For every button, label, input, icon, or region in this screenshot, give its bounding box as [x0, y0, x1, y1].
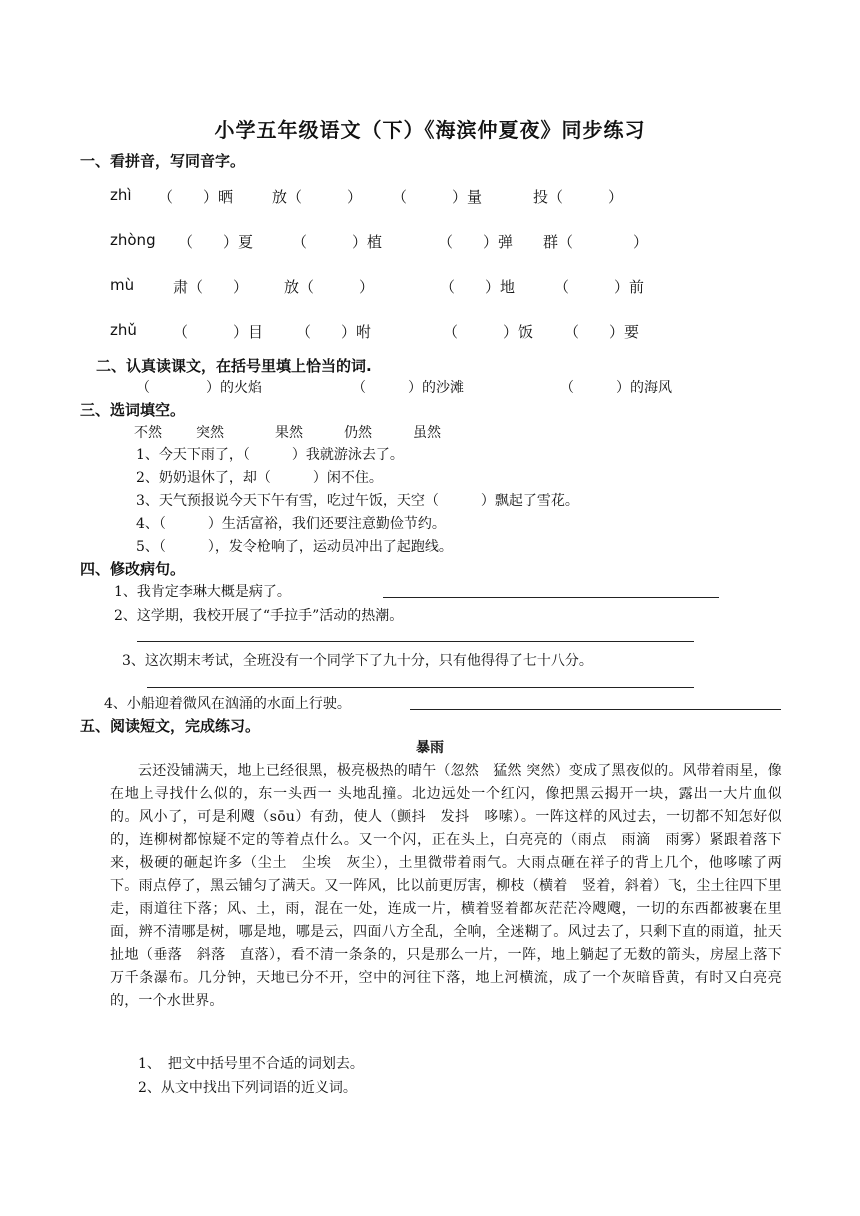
- passage-text: 云还没铺满天，地上已经很黑，极亮极热的晴午（忽然 猛然 突然）变成了黑夜似的。风带着雨星，像在地上寻找什么似的，东一头西一 头地乱撞。北边远处一个红闪，像把黑云揭开一块，露出一大片血似的。风小了，可是利飕（sōu）有劲，使人（颤抖 发抖 哆嗦）。一阵这样的风过去，一切都不知怎好似的，连柳树都惊疑不定的等着点什么。又一个闪，正在头上，白亮亮的（雨点 雨滴 雨雾）紧跟着落下来，极硬的砸起许多（尘土 尘埃 灰尘），土里微带着雨气。大雨点砸在祥子的背上几个，他哆嗦了两下。雨点停了，黑云铺匀了满天。又一阵风，比以前更厉害，柳枝（横着 竖着，斜着）飞，尘土往四下里走，雨道往下落；风、土，雨，混在一处，连成一片，横着竖着都灰茫茫冷飕飕，一切的东西都被裹在里面，辨不清哪是树，哪是地，哪是云，四面八方全乱，全响，全迷糊了。风过去了，只剩下直的雨道，扯天扯地（垂落 斜落 直落），看不清一条条的，只是那么一片，一阵，地上躺起了无数的箭头，房屋上落下万千条瀑布。几分钟，天地已分不开，空中的河往下落，地上河横流，成了一个灰暗昏黄，有时又白亮亮的，一个水世界。: [110, 763, 782, 1009]
- page-title: 小学五年级语文（下）《海滨仲夏夜》同步练习: [214, 118, 646, 142]
- blank-item: （ ）弹: [438, 233, 514, 251]
- pinyin-zhu: zhǔ: [110, 321, 137, 339]
- question: 3、天气预报说今天下午有雪，吃过午饭，天空（ ）飘起了雪花。: [136, 493, 579, 509]
- section3-heading: 三、选词填空。: [80, 401, 186, 419]
- word-option: 虽然: [413, 425, 441, 441]
- answer-line: [147, 687, 694, 688]
- fill-item: （ ）的海风: [560, 380, 672, 396]
- blank-item: 投（ ）: [533, 188, 624, 206]
- blank-item: （ ）地: [440, 278, 516, 296]
- task-item: 2、从文中找出下列词语的近义词。: [138, 1080, 357, 1096]
- task-item: 1、 把文中括号里不合适的词划去。: [138, 1056, 364, 1072]
- blank-item: （ ）饭: [443, 323, 534, 341]
- blank-item: （ ）晒: [158, 188, 234, 206]
- answer-line: [137, 641, 694, 642]
- word-option: 突然: [196, 425, 224, 441]
- sentence: 4、小船迎着微风在汹涌的水面上行驶。: [104, 696, 351, 712]
- blank-item: （ ）要: [564, 323, 640, 341]
- pinyin-mu: mù: [110, 276, 135, 294]
- section5-heading: 五、阅读短文，完成练习。: [80, 717, 261, 735]
- section1-heading: 一、看拼音，写同音字。: [80, 152, 246, 170]
- blank-item: （ ）目: [173, 323, 264, 341]
- blank-item: （ ）咐: [296, 323, 372, 341]
- question: 5、（ ），发令枪响了，运动员冲出了起跑线。: [136, 539, 453, 555]
- word-option: 果然: [275, 425, 303, 441]
- passage-title: 暴雨: [416, 740, 444, 756]
- fill-item: （ ）的沙滩: [352, 380, 464, 396]
- blank-item: （ ）量: [392, 188, 483, 206]
- pinyin-zhi: zhì: [110, 186, 132, 204]
- blank-item: 放（ ）: [284, 278, 375, 296]
- blank-item: 肃（ ）: [173, 278, 249, 296]
- sentence: 1、我肯定李琳大概是病了。: [114, 584, 291, 600]
- blank-item: 放（ ）: [272, 188, 363, 206]
- answer-line: [383, 597, 719, 598]
- fill-item: （ ）的火焰: [136, 380, 262, 396]
- blank-item: 群（ ）: [543, 233, 649, 251]
- section4-heading: 四、修改病句。: [80, 560, 186, 578]
- answer-line: [410, 709, 781, 710]
- blank-item: （ ）夏: [178, 233, 254, 251]
- sentence: 2、这学期，我校开展了“手拉手”活动的热潮。: [114, 608, 404, 624]
- question: 1、今天下雨了，（ ）我就游泳去了。: [136, 447, 404, 463]
- word-option: 不然: [134, 425, 162, 441]
- pinyin-zhong: zhòng: [110, 231, 156, 249]
- blank-item: （ ）植: [292, 233, 383, 251]
- question: 2、奶奶退休了，却（ ）闲不住。: [136, 470, 383, 486]
- word-option: 仍然: [344, 425, 372, 441]
- sentence: 3、这次期末考试，全班没有一个同学下了九十分，只有他得得了七十八分。: [122, 653, 593, 669]
- blank-item: （ ）前: [554, 278, 645, 296]
- question: 4、（ ）生活富裕，我们还要注意勤俭节约。: [136, 516, 446, 532]
- section2-heading: 二、认真读课文，在括号里填上恰当的词.: [96, 357, 372, 375]
